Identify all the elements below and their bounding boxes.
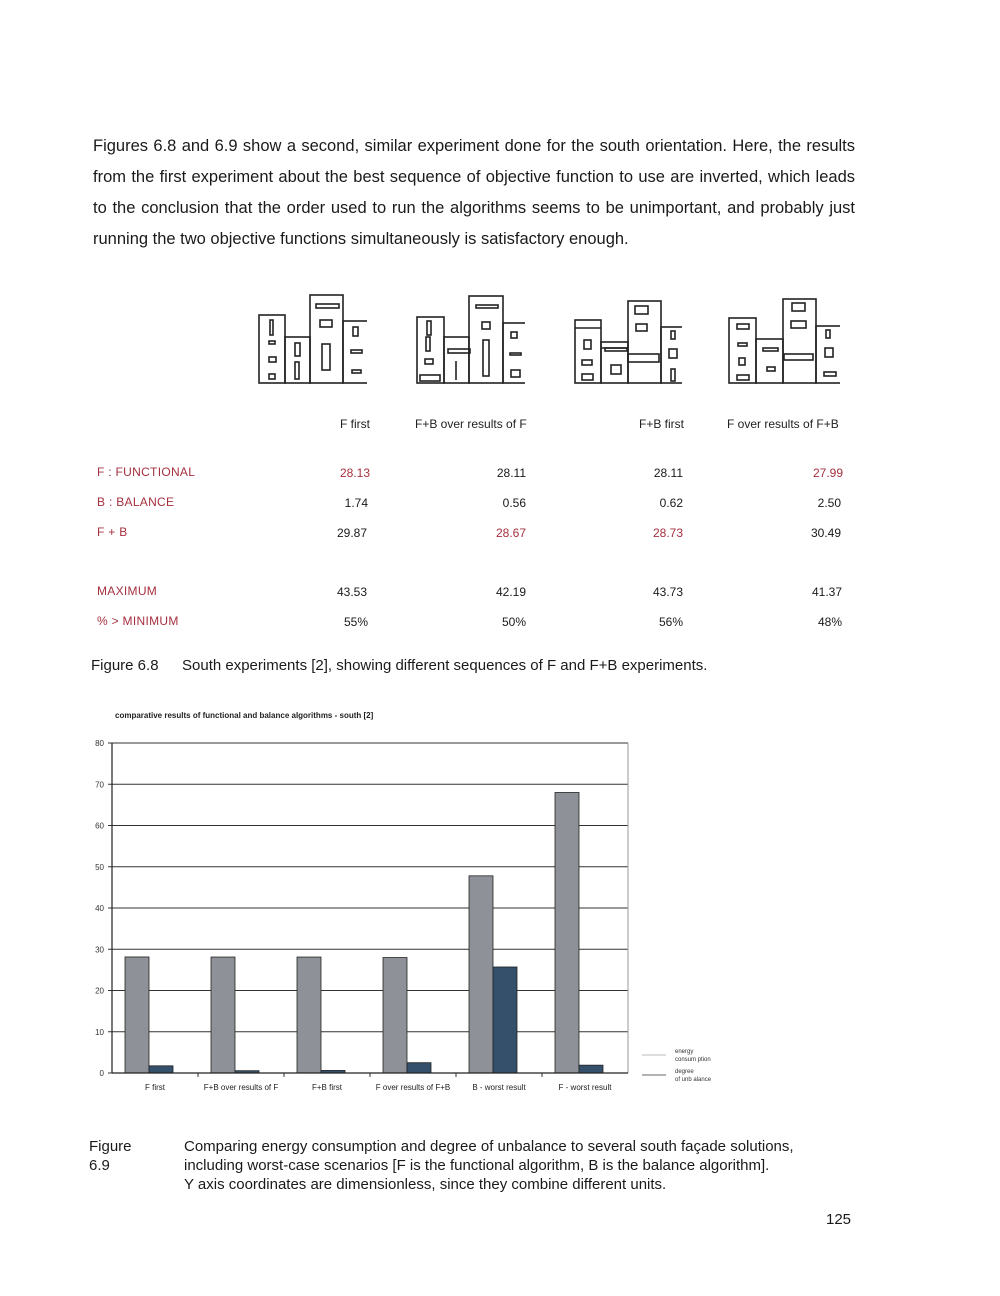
bar xyxy=(211,957,235,1073)
table-cell: 43.53 xyxy=(336,585,367,599)
x-tick-label: B - worst result xyxy=(472,1083,526,1092)
table-cell: 50% xyxy=(501,615,526,629)
x-tick-label: F over results of F+B xyxy=(375,1083,451,1092)
table-cell: 41.37 xyxy=(811,585,842,599)
bar xyxy=(149,1066,173,1073)
column-header: F+B first xyxy=(639,417,685,431)
table-cell: 28.67 xyxy=(495,526,526,540)
table-cell: 29.87 xyxy=(336,526,367,540)
facade-illustration-f-over-fb xyxy=(728,290,840,386)
table-cell: 56% xyxy=(658,615,683,629)
figure-6-9-caption-line: Comparing energy consumption and degree of unbalance to several south façade solutions, xyxy=(184,1138,794,1155)
legend-label: consum ption xyxy=(675,1057,711,1063)
row-label-sum: F + B xyxy=(97,525,128,539)
table-cell: 27.99 xyxy=(812,466,843,480)
legend-label: degree xyxy=(675,1069,694,1075)
row-label-balance: B : BALANCE xyxy=(97,495,175,509)
table-cell: 1.74 xyxy=(344,496,368,510)
column-header: F first xyxy=(340,417,370,431)
facade-illustration-f-first xyxy=(255,290,367,386)
x-tick-label: F - worst result xyxy=(558,1083,612,1092)
y-tick-label: 70 xyxy=(95,780,104,790)
legend-label: energy xyxy=(675,1049,694,1055)
figure-6-8-caption: South experiments [2], showing different sequences of F and F+B experiments. xyxy=(182,657,708,674)
y-tick-label: 40 xyxy=(95,904,104,913)
table-cell: 28.11 xyxy=(496,466,526,480)
figure-6-8-number: Figure 6.8 xyxy=(91,657,159,674)
column-header: F over results of F+B xyxy=(727,417,839,431)
bar xyxy=(469,876,493,1073)
bar xyxy=(579,1065,603,1073)
bar xyxy=(321,1070,345,1073)
row-label-functional: F : FUNCTIONAL xyxy=(97,465,196,479)
chart-title: comparative results of functional and balance algorithms - south [2] xyxy=(115,711,374,720)
table-cell: 43.73 xyxy=(652,585,683,599)
table-cell: 55% xyxy=(343,615,368,629)
figure-6-9-caption-line: Y axis coordinates are dimensionless, since they combine different units. xyxy=(184,1176,667,1193)
y-tick-label: 80 xyxy=(95,739,104,748)
table-cell: 28.13 xyxy=(339,466,370,480)
table-cell: 0.62 xyxy=(659,496,683,510)
y-tick-label: 20 xyxy=(95,986,104,996)
bar xyxy=(383,958,407,1073)
bar xyxy=(407,1063,431,1073)
x-tick-label: F first xyxy=(145,1083,165,1092)
table-cell: 2.50 xyxy=(817,496,841,510)
facade-illustration-fb-over-f xyxy=(413,290,525,386)
y-tick-label: 60 xyxy=(95,821,104,831)
table-cell: 30.49 xyxy=(810,526,841,540)
y-tick-label: 30 xyxy=(95,945,104,955)
row-label-percent-min: % > MINIMUM xyxy=(97,614,179,628)
page-number: 125 xyxy=(826,1211,852,1228)
column-header: F+B over results of F xyxy=(415,417,527,431)
x-tick-label: F+B first xyxy=(311,1083,343,1092)
body-paragraph: Figures 6.8 and 6.9 show a second, similar experiment done for the south orientation. Here, the results from the first experiment about the best sequence of objective function to use are inverted, which leads to the conclusion that the order used to run the algorithms seems to be unimportant, and probably just running the two objective functions simultaneously is satisfactory enough. xyxy=(93,137,855,248)
figure-6-9-caption-line: including worst-case scenarios [F is the functional algorithm, B is the balance algorithm]. xyxy=(184,1157,770,1174)
table-cell: 28.73 xyxy=(652,526,683,540)
row-label-maximum: MAXIMUM xyxy=(97,584,158,598)
bar xyxy=(493,967,517,1073)
facade-illustration-fb-first xyxy=(570,290,682,386)
table-cell: 0.56 xyxy=(502,496,526,510)
table-cell: 48% xyxy=(817,615,842,629)
figure-6-9-number: Figure 6.9 xyxy=(89,1138,132,1174)
y-tick-label: 0 xyxy=(99,1069,104,1078)
bar xyxy=(297,957,321,1073)
bar xyxy=(125,957,149,1073)
bar xyxy=(555,793,579,1074)
table-cell: 28.11 xyxy=(653,466,683,480)
y-tick-label: 50 xyxy=(95,862,104,872)
bar xyxy=(235,1071,259,1073)
legend-label: of unb alance xyxy=(675,1077,712,1083)
x-tick-label: F+B over results of F xyxy=(203,1083,279,1092)
table-cell: 42.19 xyxy=(495,585,526,599)
y-tick-label: 10 xyxy=(95,1027,104,1037)
